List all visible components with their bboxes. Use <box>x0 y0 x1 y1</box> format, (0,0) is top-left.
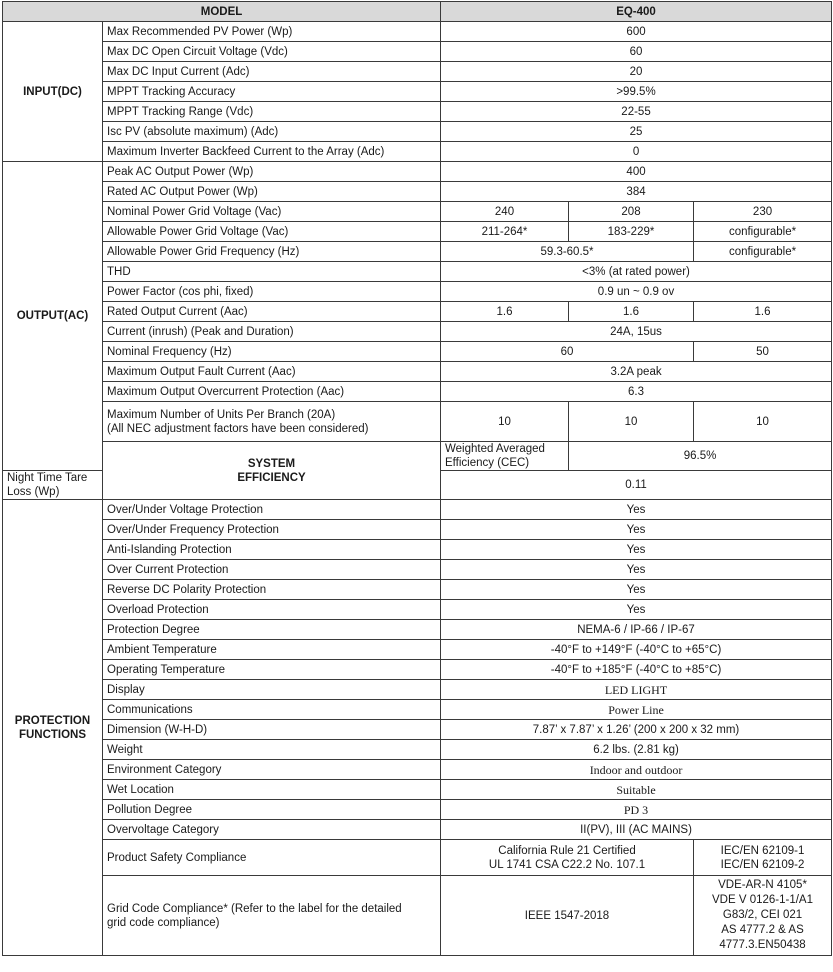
row-value: Suitable <box>441 780 832 800</box>
table-row <box>3 700 832 720</box>
row-value: >99.5% <box>441 82 832 102</box>
row-value: Yes <box>441 500 832 520</box>
row-label: Product Safety Compliance <box>103 840 441 876</box>
row-label: Max Recommended PV Power (Wp) <box>103 22 441 42</box>
row-value-50hz <box>694 876 832 956</box>
table-row <box>3 500 832 520</box>
value-line: VDE-AR-N 4105* <box>718 879 807 891</box>
row-label: Nominal Frequency (Hz) <box>103 342 441 362</box>
row-value: 0.11 <box>441 471 832 500</box>
row-value: 384 <box>441 182 832 202</box>
table-row <box>3 82 832 102</box>
table-row <box>3 620 832 640</box>
row-value: 7.87’ x 7.87’ x 1.26’ (200 x 200 x 32 mm) <box>441 720 832 740</box>
row-value-208v: 1.6 <box>569 302 694 322</box>
table-row <box>3 800 832 820</box>
table-row <box>3 22 832 42</box>
row-label: Environment Category <box>103 760 441 780</box>
row-label: Dimension (W-H-D) <box>103 720 441 740</box>
table-row <box>3 840 832 876</box>
row-value: Yes <box>441 560 832 580</box>
row-value: NEMA-6 / IP-66 / IP-67 <box>441 620 832 640</box>
row-value: Indoor and outdoor <box>441 760 832 780</box>
table-row <box>3 182 832 202</box>
group-protection-functions <box>3 500 103 956</box>
row-value: -40°F to +149°F (-40°C to +65°C) <box>441 640 832 660</box>
row-value: <3% (at rated power) <box>441 262 832 282</box>
table-row <box>3 740 832 760</box>
table-row <box>3 660 832 680</box>
row-label-line: Maximum Number of Units Per Branch (20A) <box>107 408 336 421</box>
value-line: AS 4777.2 & AS <box>721 924 804 936</box>
table-row <box>3 680 832 700</box>
value-line: VDE V 0126-1-1/A1 <box>712 894 814 906</box>
row-value-240v: 1.6 <box>441 302 569 322</box>
row-value: Power Line <box>441 700 832 720</box>
row-label: Isc PV (absolute maximum) (Adc) <box>103 122 441 142</box>
row-value-60hz: IEEE 1547-2018 <box>441 876 694 956</box>
row-value: 400 <box>441 162 832 182</box>
row-value: LED LIGHT <box>441 680 832 700</box>
table-row <box>3 162 832 182</box>
group-system-efficiency <box>103 442 441 500</box>
row-value: Yes <box>441 580 832 600</box>
table-row <box>3 122 832 142</box>
row-value: 22-55 <box>441 102 832 122</box>
row-label: Rated Output Current (Aac) <box>103 302 441 322</box>
row-value: -40°F to +185°F (-40°C to +85°C) <box>441 660 832 680</box>
row-value: 600 <box>441 22 832 42</box>
row-label: Rated AC Output Power (Wp) <box>103 182 441 202</box>
row-label-line: grid code compliance) <box>107 916 220 929</box>
row-value: PD 3 <box>441 800 832 820</box>
table-row <box>3 282 832 302</box>
group-label-line: PROTECTION <box>14 714 91 727</box>
row-value-208v: 208 <box>569 202 694 222</box>
row-label: Power Factor (cos phi, fixed) <box>103 282 441 302</box>
row-value-240v: 211-264* <box>441 222 569 242</box>
model-name-header: EQ-400 <box>441 2 832 22</box>
table-row <box>3 720 832 740</box>
value-line: 4777.3.EN50438 <box>719 939 806 951</box>
table-row <box>3 62 832 82</box>
table-row <box>3 142 832 162</box>
row-value-60hz: 59.3-60.5* <box>441 242 694 262</box>
value-line: G83/2, CEI 021 <box>722 909 803 921</box>
row-value-230v: configurable* <box>694 222 832 242</box>
table-row <box>3 202 832 222</box>
row-value: 3.2A peak <box>441 362 832 382</box>
row-value: 60 <box>441 42 832 62</box>
value-line: UL 1741 CSA C22.2 No. 107.1 <box>488 858 646 871</box>
row-label: Wet Location <box>103 780 441 800</box>
row-value: Yes <box>441 520 832 540</box>
row-value: 6.2 lbs. (2.81 kg) <box>441 740 832 760</box>
row-value-240v: 240 <box>441 202 569 222</box>
row-label: Weighted Averaged Efficiency (CEC) <box>441 442 569 471</box>
row-label: Nominal Power Grid Voltage (Vac) <box>103 202 441 222</box>
row-value-240v: 10 <box>441 402 569 442</box>
model-header: MODEL <box>3 2 441 22</box>
table-row <box>3 820 832 840</box>
table-row <box>3 262 832 282</box>
row-value: 25 <box>441 122 832 142</box>
row-value-208v: 183-229* <box>569 222 694 242</box>
row-value: Yes <box>441 600 832 620</box>
row-value-230v: 230 <box>694 202 832 222</box>
table-row <box>3 362 832 382</box>
row-label: Overvoltage Category <box>103 820 441 840</box>
table-row <box>3 102 832 122</box>
row-label: Night Time Tare Loss (Wp) <box>3 471 103 500</box>
row-value: 20 <box>441 62 832 82</box>
row-label: MPPT Tracking Range (Vdc) <box>103 102 441 122</box>
row-value: 0.9 un ~ 0.9 ov <box>441 282 832 302</box>
table-row <box>3 42 832 62</box>
row-label: Over Current Protection <box>103 560 441 580</box>
row-label-line: Grid Code Compliance* (Refer to the label for the detailed <box>107 902 402 915</box>
table-row <box>3 402 832 442</box>
row-value-50hz: 50 <box>694 342 832 362</box>
row-value-230v: 10 <box>694 402 832 442</box>
row-value: 6.3 <box>441 382 832 402</box>
row-label: THD <box>103 262 441 282</box>
table-row <box>3 560 832 580</box>
group-label-line: EFFICIENCY <box>237 471 306 484</box>
row-label: Reverse DC Polarity Protection <box>103 580 441 600</box>
table-row <box>3 760 832 780</box>
group-label-line: SYSTEM <box>247 457 296 470</box>
row-value: 24A, 15us <box>441 322 832 342</box>
row-label: Maximum Output Fault Current (Aac) <box>103 362 441 382</box>
row-label: Protection Degree <box>103 620 441 640</box>
row-label: Anti-Islanding Protection <box>103 540 441 560</box>
header-row <box>3 2 832 22</box>
row-label: Current (inrush) (Peak and Duration) <box>103 322 441 342</box>
table-row <box>3 640 832 660</box>
group-label-line: FUNCTIONS <box>18 728 87 741</box>
row-value: 96.5% <box>569 442 832 471</box>
spec-table <box>2 1 832 956</box>
row-label: Operating Temperature <box>103 660 441 680</box>
value-line: IEC/EN 62109-2 <box>720 858 805 871</box>
table-row <box>3 342 832 362</box>
row-value: Yes <box>441 540 832 560</box>
row-value-50hz: configurable* <box>694 242 832 262</box>
row-value-60hz <box>441 840 694 876</box>
table-row <box>3 600 832 620</box>
table-row <box>3 520 832 540</box>
row-label: Communications <box>103 700 441 720</box>
row-label-line: (All NEC adjustment factors have been considered) <box>107 422 369 435</box>
table-row <box>3 442 832 471</box>
group-output-ac: OUTPUT(AC) <box>3 162 103 471</box>
row-label: Allowable Power Grid Voltage (Vac) <box>103 222 441 242</box>
row-label: Display <box>103 680 441 700</box>
value-line: California Rule 21 Certified <box>498 844 636 857</box>
table-row <box>3 222 832 242</box>
value-line: IEC/EN 62109-1 <box>720 844 805 857</box>
table-row <box>3 302 832 322</box>
table-row <box>3 242 832 262</box>
row-label: Over/Under Voltage Protection <box>103 500 441 520</box>
table-row <box>3 540 832 560</box>
row-label: Weight <box>103 740 441 760</box>
row-value-230v: 1.6 <box>694 302 832 322</box>
row-label: Max DC Input Current (Adc) <box>103 62 441 82</box>
row-value-60hz: 60 <box>441 342 694 362</box>
row-value: 0 <box>441 142 832 162</box>
row-value: II(PV), III (AC MAINS) <box>441 820 832 840</box>
row-label: Overload Protection <box>103 600 441 620</box>
row-label <box>103 402 441 442</box>
row-label: Ambient Temperature <box>103 640 441 660</box>
table-row <box>3 580 832 600</box>
row-label: Maximum Inverter Backfeed Current to the Array (Adc) <box>103 142 441 162</box>
row-value-50hz <box>694 840 832 876</box>
table-row <box>3 780 832 800</box>
table-row <box>3 322 832 342</box>
row-label: Max DC Open Circuit Voltage (Vdc) <box>103 42 441 62</box>
row-label: Peak AC Output Power (Wp) <box>103 162 441 182</box>
table-row <box>3 382 832 402</box>
row-value-208v: 10 <box>569 402 694 442</box>
table-row <box>3 876 832 956</box>
row-label: Allowable Power Grid Frequency (Hz) <box>103 242 441 262</box>
row-label <box>103 876 441 956</box>
row-label: Over/Under Frequency Protection <box>103 520 441 540</box>
row-label: MPPT Tracking Accuracy <box>103 82 441 102</box>
row-label: Pollution Degree <box>103 800 441 820</box>
group-input-dc: INPUT(DC) <box>3 22 103 162</box>
row-label: Maximum Output Overcurrent Protection (Aac) <box>103 382 441 402</box>
